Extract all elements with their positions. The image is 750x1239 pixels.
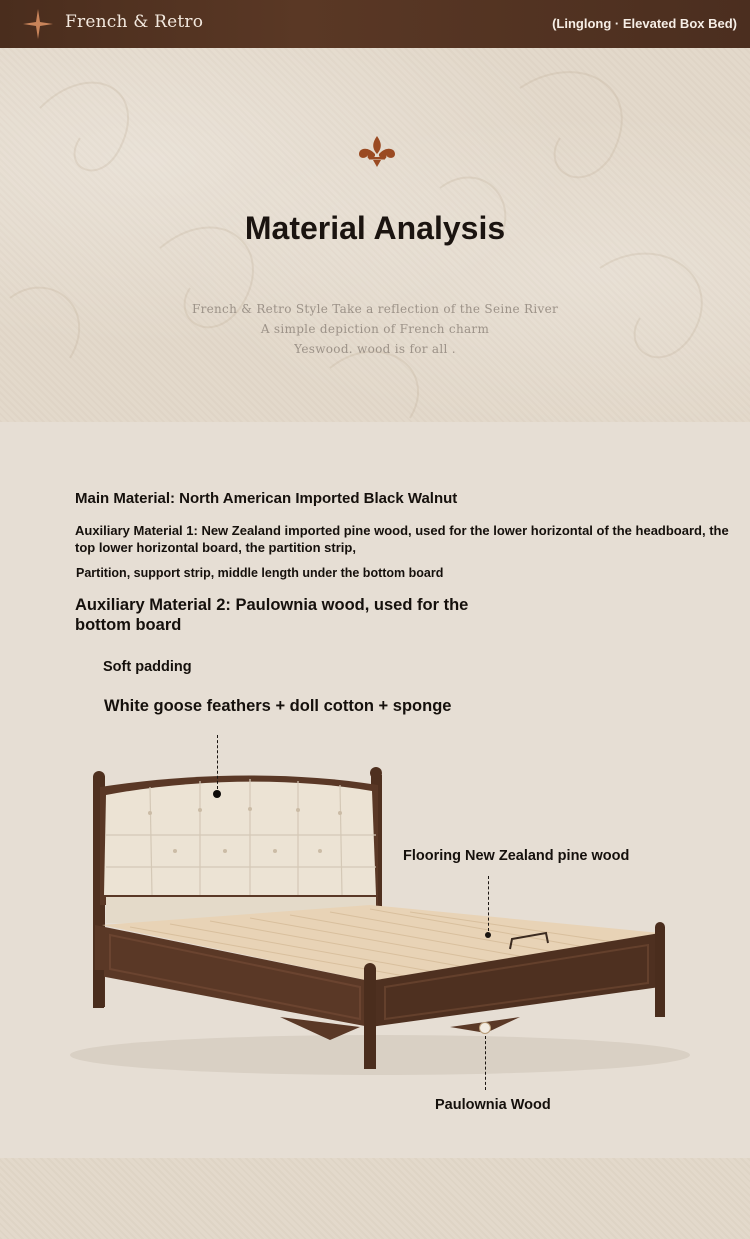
header-bar bbox=[0, 0, 750, 48]
padding-detail: White goose feathers + doll cotton + sponge bbox=[104, 697, 452, 715]
flooring-label: Flooring New Zealand pine wood bbox=[403, 848, 630, 864]
tagline-line: A simple depiction of French charm bbox=[260, 322, 490, 336]
product-name: (Linglong · Elevated Box Bed) bbox=[552, 16, 737, 31]
hero-banner bbox=[0, 48, 750, 422]
paulownia-marker-dot bbox=[479, 1022, 491, 1034]
bed-illustration bbox=[40, 755, 690, 1085]
sparkle-star-icon bbox=[22, 8, 54, 40]
tagline-line: French & Retro Style Take a reflection of the Seine River bbox=[191, 302, 559, 316]
auxiliary-material-2: Auxiliary Material 2: Paulownia wood, used for the bottom board bbox=[75, 596, 469, 634]
flooring-marker-dot bbox=[485, 932, 491, 938]
flooring-leader-line bbox=[488, 876, 489, 931]
auxiliary-material-1-continued: Partition, support strip, middle length under the bottom board bbox=[76, 566, 444, 580]
paulownia-label: Paulownia Wood bbox=[435, 1097, 551, 1113]
fleur-de-lis-icon bbox=[356, 134, 398, 170]
soft-padding-label: Soft padding bbox=[103, 659, 192, 675]
auxiliary-material-1: Auxiliary Material 1: New Zealand imported pine wood, used for the lower horizontal of the headboard, the top lower horizontal board, the partition strip, bbox=[75, 523, 729, 555]
brand-name: French & Retro bbox=[65, 12, 204, 32]
padding-leader-line bbox=[217, 735, 218, 789]
paulownia-leader-line bbox=[485, 1036, 486, 1090]
tagline bbox=[0, 299, 750, 359]
padding-marker-dot bbox=[213, 790, 221, 798]
bottom-pattern-band bbox=[0, 1158, 750, 1239]
page-title: Material Analysis bbox=[244, 210, 506, 246]
main-material: Main Material: North American Imported Black Walnut bbox=[75, 490, 458, 507]
tagline-line: Yeswood. wood is for all . bbox=[294, 342, 456, 356]
